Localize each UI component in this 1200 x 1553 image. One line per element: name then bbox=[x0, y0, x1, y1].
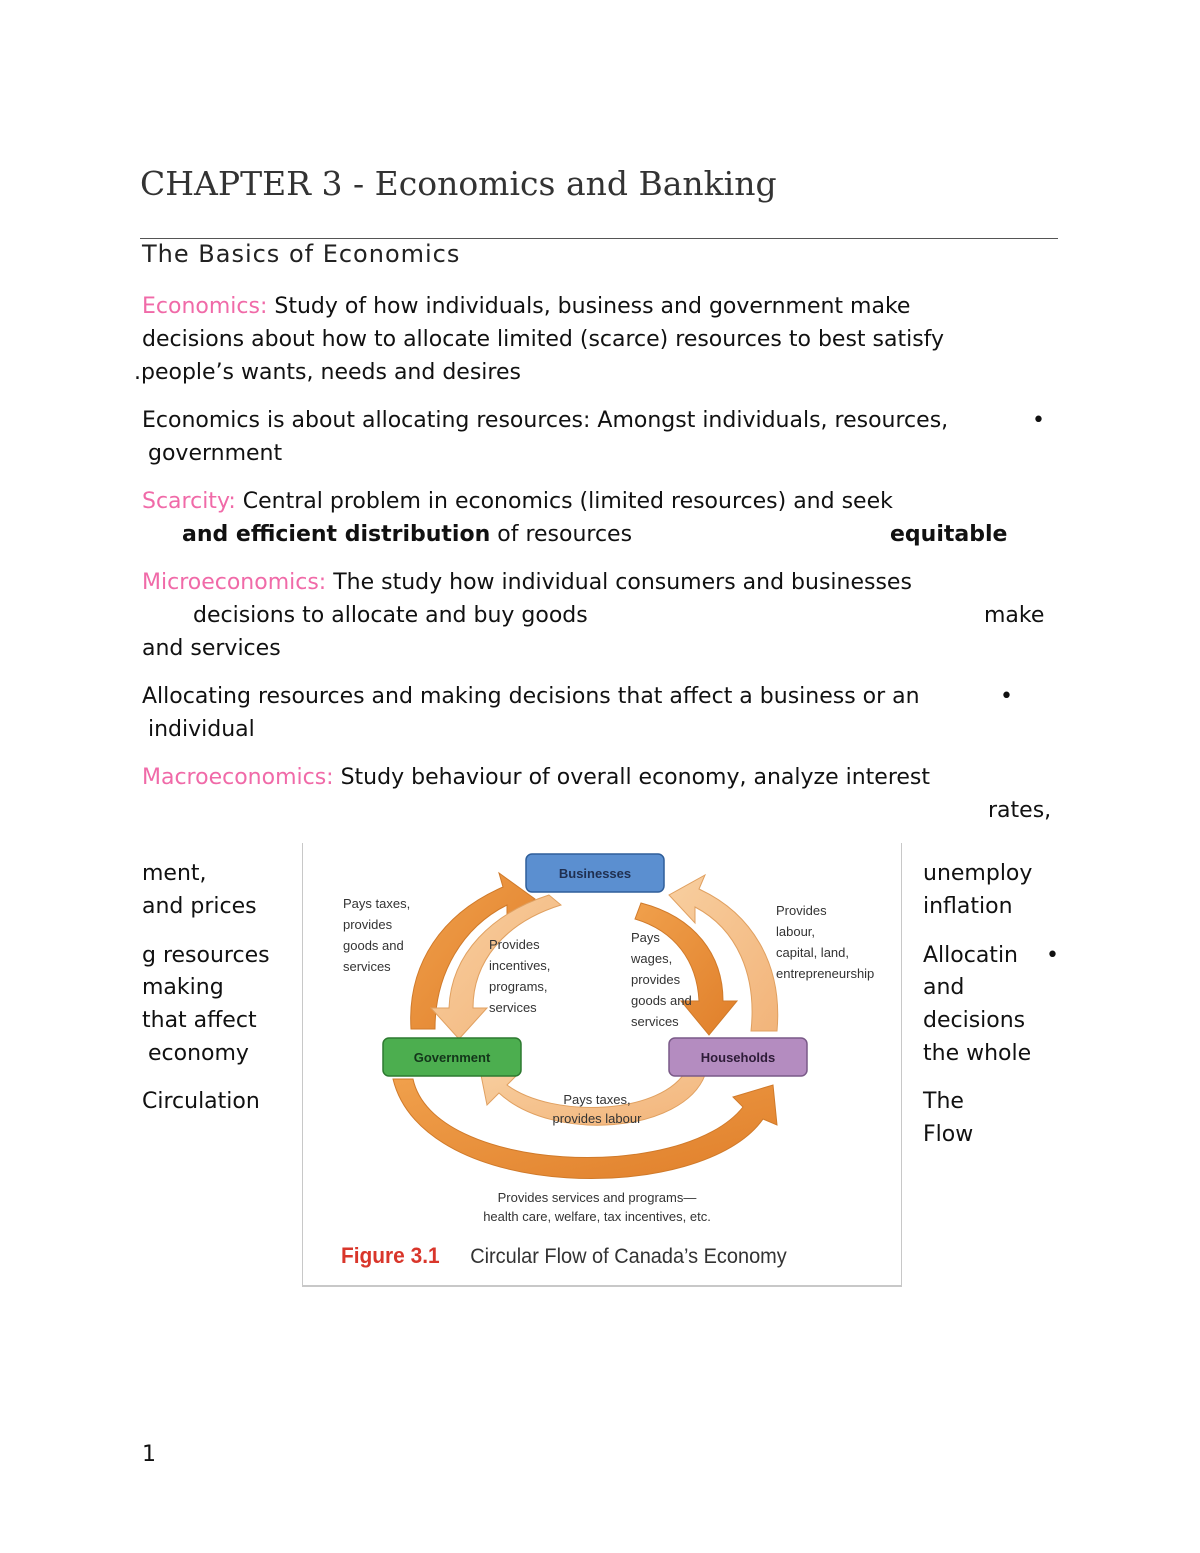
economics-definition: Study of how individuals, business and government make bbox=[267, 294, 911, 319]
label-provides-labour: Provides labour, capital, land, entrepreneurship bbox=[776, 903, 875, 981]
bullet-marker: • bbox=[1032, 408, 1045, 433]
right-fragment: Flow bbox=[923, 1122, 974, 1147]
scarcity-rest: of resources bbox=[490, 522, 633, 547]
chapter-title: CHAPTER 3 - Economics and Banking bbox=[140, 164, 777, 203]
figure-caption-label: Figure 3.1 bbox=[341, 1243, 440, 1269]
left-fragment: g resources bbox=[142, 943, 270, 968]
label-provides-services: Provides services and programs— health care, welfare, tax incentives, etc. bbox=[483, 1190, 711, 1224]
title-divider bbox=[140, 238, 1058, 239]
scarcity-bold-text: and efficient distribution bbox=[182, 522, 491, 547]
micro-line-3: and services bbox=[142, 636, 281, 661]
figure-caption-text: Circular Flow of Canada’s Economy bbox=[470, 1244, 787, 1269]
left-fragment: making bbox=[142, 975, 224, 1000]
right-fragment: inflation bbox=[923, 894, 1013, 919]
bullet-marker: • bbox=[1046, 943, 1059, 968]
scarcity-line-2 bbox=[182, 518, 632, 551]
businesses-label: Businesses bbox=[558, 866, 632, 881]
circular-flow-diagram bbox=[303, 843, 901, 1283]
left-fragment: ment, bbox=[142, 861, 207, 886]
allocating-line-2: government bbox=[148, 441, 283, 466]
right-fragment: unemploy bbox=[923, 861, 1033, 886]
right-fragment: decisions bbox=[923, 1008, 1026, 1033]
page-number: 1 bbox=[142, 1442, 156, 1467]
government-label: Government bbox=[413, 1050, 491, 1065]
scarcity-equitable: equitable bbox=[890, 522, 1008, 547]
macro-definition: Study behaviour of overall economy, analyze interest bbox=[333, 765, 930, 790]
micro-line-2: decisions to allocate and buy goods bbox=[193, 603, 588, 628]
micro-bullet-line-2: individual bbox=[148, 717, 255, 742]
scarcity-term: Scarcity: bbox=[142, 489, 236, 514]
economics-line-1 bbox=[142, 290, 910, 323]
left-fragment: economy bbox=[148, 1041, 249, 1066]
left-fragment: and prices bbox=[142, 894, 257, 919]
allocating-line-1: Economics is about allocating resources: Amongst individuals, resources, bbox=[142, 408, 949, 433]
households-label: Households bbox=[700, 1050, 776, 1065]
macro-line-1 bbox=[142, 761, 930, 794]
micro-make: make bbox=[984, 603, 1045, 628]
macro-line-2: rates, bbox=[988, 798, 1052, 823]
economics-line-3: .people’s wants, needs and desires bbox=[134, 360, 521, 385]
right-fragment: and bbox=[923, 975, 965, 1000]
label-pays-taxes-labour: Pays taxes, provides labour bbox=[552, 1092, 642, 1126]
left-fragment: that affect bbox=[142, 1008, 257, 1033]
label-pays-wages: Pays wages, provides goods and services bbox=[631, 930, 692, 1029]
bullet-marker: • bbox=[1000, 684, 1013, 709]
scarcity-definition: Central problem in economics (limited resources) and seek bbox=[235, 489, 893, 514]
circular-flow-figure bbox=[302, 843, 902, 1287]
right-fragment: the whole bbox=[923, 1041, 1032, 1066]
micro-definition: The study how individual consumers and businesses bbox=[326, 570, 912, 595]
label-provides-incentives: Provides incentives, programs, services bbox=[489, 937, 551, 1015]
scarcity-line-1 bbox=[142, 485, 893, 518]
micro-term: Microeconomics: bbox=[142, 570, 327, 595]
economics-term: Economics: bbox=[142, 294, 268, 319]
section-title: The Basics of Economics bbox=[142, 240, 461, 268]
right-fragment: Allocatin bbox=[923, 943, 1018, 968]
macro-term: Macroeconomics: bbox=[142, 765, 334, 790]
left-fragment: Circulation bbox=[142, 1089, 260, 1114]
micro-bullet-line-1: Allocating resources and making decisions that affect a business or an bbox=[142, 684, 920, 709]
label-pays-taxes-goods: Pays taxes, provides goods and services bbox=[343, 896, 411, 974]
right-fragment: The bbox=[923, 1089, 964, 1114]
micro-line-1 bbox=[142, 566, 912, 599]
economics-line-2: decisions about how to allocate limited (scarce) resources to best satisfy bbox=[142, 327, 945, 352]
